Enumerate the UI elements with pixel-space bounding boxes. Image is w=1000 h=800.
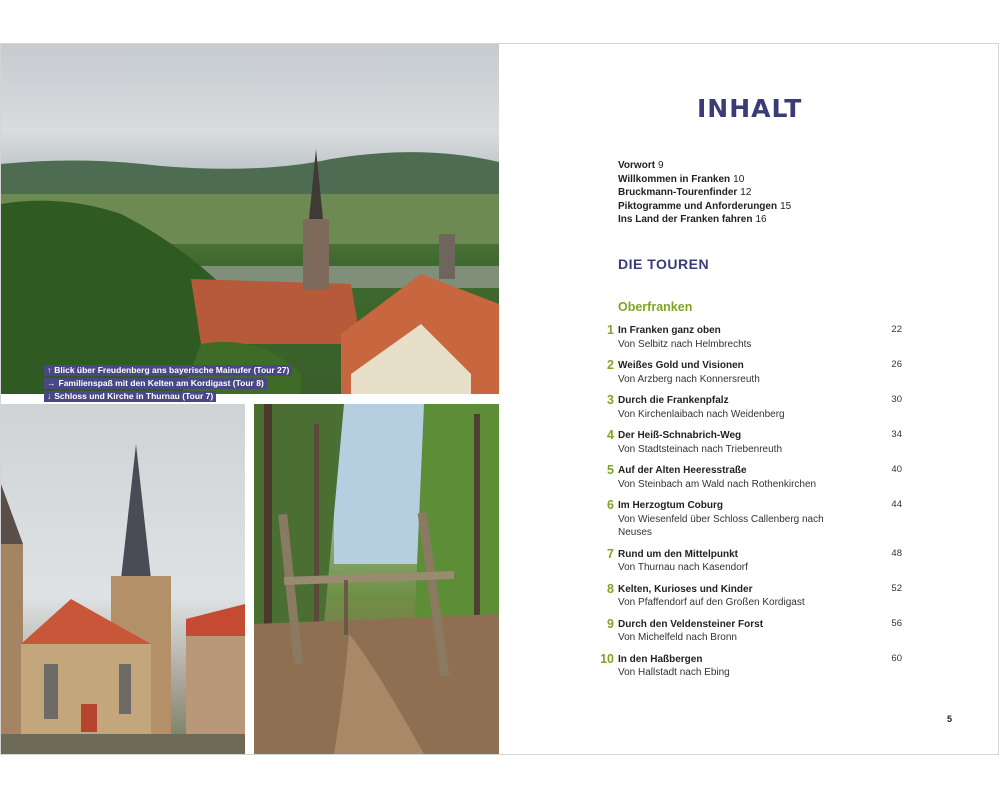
tour-entry <box>596 429 906 456</box>
caption-text: Familienspaß mit den Kelten am Kordigast (Tour 8) <box>58 378 264 388</box>
intro-label: Piktogramme und Anforderungen <box>618 200 778 212</box>
tour-route: Von Selbitz nach Helmbrechts <box>618 338 752 350</box>
tour-page: 48 <box>891 547 902 559</box>
tour-title: In den Haßbergen <box>618 653 703 665</box>
page-title: INHALT <box>697 94 803 123</box>
intro-page: 10 <box>733 173 745 185</box>
tour-route: Von Michelfeld nach Bronn <box>618 632 737 643</box>
intro-page: 12 <box>740 187 752 198</box>
tour-number: 7 <box>607 546 614 561</box>
tour-route: Von Pfaffendorf auf den Großen Kordigast <box>618 597 805 608</box>
caption-1 <box>44 365 292 376</box>
tour-route: Von Thurnau nach Kasendorf <box>618 562 748 573</box>
tour-title: Kelten, Kurioses und Kinder <box>618 583 753 595</box>
caption-text: Schloss und Kirche in Thurnau (Tour 7) <box>54 391 214 401</box>
tour-page: 56 <box>891 617 902 629</box>
tour-list <box>596 324 906 688</box>
tour-title: Durch die Frankenpfalz <box>618 395 729 406</box>
tour-route: Von Arzberg nach Konnersreuth <box>618 373 760 385</box>
tour-title: Durch den Veldensteiner Forst <box>618 618 764 630</box>
tour-page: 40 <box>891 464 902 475</box>
arrow-down-icon: ↓ <box>47 391 52 401</box>
tour-title: In Franken ganz oben <box>618 325 721 336</box>
intro-item <box>618 173 791 187</box>
region-title: Oberfranken <box>618 300 693 314</box>
tour-entry <box>596 324 906 351</box>
page-number: 5 <box>947 714 953 724</box>
photo-thurnau-church <box>1 404 245 754</box>
intro-item <box>618 213 791 227</box>
photo-freudenberg <box>1 44 499 394</box>
section-title: DIE TOUREN <box>618 256 710 272</box>
tour-number: 4 <box>607 428 614 442</box>
tour-entry <box>596 499 906 540</box>
tour-route: Von Wiesenfeld über Schloss Callenberg nach Neuses <box>618 513 824 538</box>
tour-page: 34 <box>891 429 902 440</box>
tour-entry <box>596 653 906 680</box>
intro-item <box>618 186 791 200</box>
landscape-illustration <box>1 44 499 394</box>
intro-label: Vorwort <box>618 160 656 171</box>
tour-page: 60 <box>891 652 902 664</box>
caption-2 <box>44 378 267 389</box>
intro-item <box>618 159 791 173</box>
tour-title: Weißes Gold und Visionen <box>618 360 744 371</box>
photo-kordigast-forest <box>254 404 499 754</box>
tour-route: Von Hallstadt nach Ebing <box>618 667 730 678</box>
tour-number: 5 <box>607 463 614 477</box>
tour-page: 26 <box>891 359 902 370</box>
intro-page: 15 <box>780 200 792 212</box>
photo-captions <box>44 365 292 404</box>
tour-page: 44 <box>891 499 902 510</box>
tour-title: Auf der Alten Heeresstraße <box>618 465 747 476</box>
intro-list <box>618 159 791 227</box>
intro-page: 16 <box>755 214 767 225</box>
intro-label: Willkommen in Franken <box>618 173 731 185</box>
tour-title: Der Heiß-Schnabrich-Weg <box>618 430 742 441</box>
tour-entry <box>596 618 906 645</box>
tour-entry <box>596 394 906 421</box>
forest-illustration <box>254 404 499 754</box>
tour-number: 1 <box>607 323 614 337</box>
tour-number: 10 <box>600 651 614 666</box>
intro-label: Bruckmann-Tourenfinder <box>618 187 738 198</box>
tour-route: Von Steinbach am Wald nach Rothenkirchen <box>618 478 817 490</box>
tour-number: 8 <box>607 581 614 596</box>
tour-number: 6 <box>607 498 614 512</box>
tour-title: Rund um den Mittelpunkt <box>618 548 738 560</box>
intro-item <box>618 200 791 214</box>
tour-number: 3 <box>607 393 614 407</box>
tour-route: Von Stadtsteinach nach Triebenreuth <box>618 443 783 455</box>
tour-entry <box>596 359 906 386</box>
tour-page: 22 <box>891 324 902 335</box>
tour-entry <box>596 464 906 491</box>
caption-text: Blick über Freudenberg ans bayerische Mainufer (Tour 27) <box>54 365 290 375</box>
tour-number: 9 <box>607 616 614 631</box>
intro-label: Ins Land der Franken fahren <box>618 214 753 225</box>
tour-entry <box>596 548 906 575</box>
tour-page: 30 <box>891 394 902 405</box>
arrow-right-icon: → <box>47 378 56 388</box>
arrow-up-icon: ↑ <box>47 365 52 375</box>
church-illustration <box>1 404 245 754</box>
tour-entry <box>596 583 906 610</box>
tour-number: 2 <box>607 358 614 372</box>
intro-page: 9 <box>658 160 664 171</box>
tour-page: 52 <box>891 582 902 594</box>
tour-route: Von Kirchenlaibach nach Weidenberg <box>618 408 785 420</box>
caption-3 <box>44 391 216 402</box>
tour-title: Im Herzogtum Coburg <box>618 500 723 511</box>
